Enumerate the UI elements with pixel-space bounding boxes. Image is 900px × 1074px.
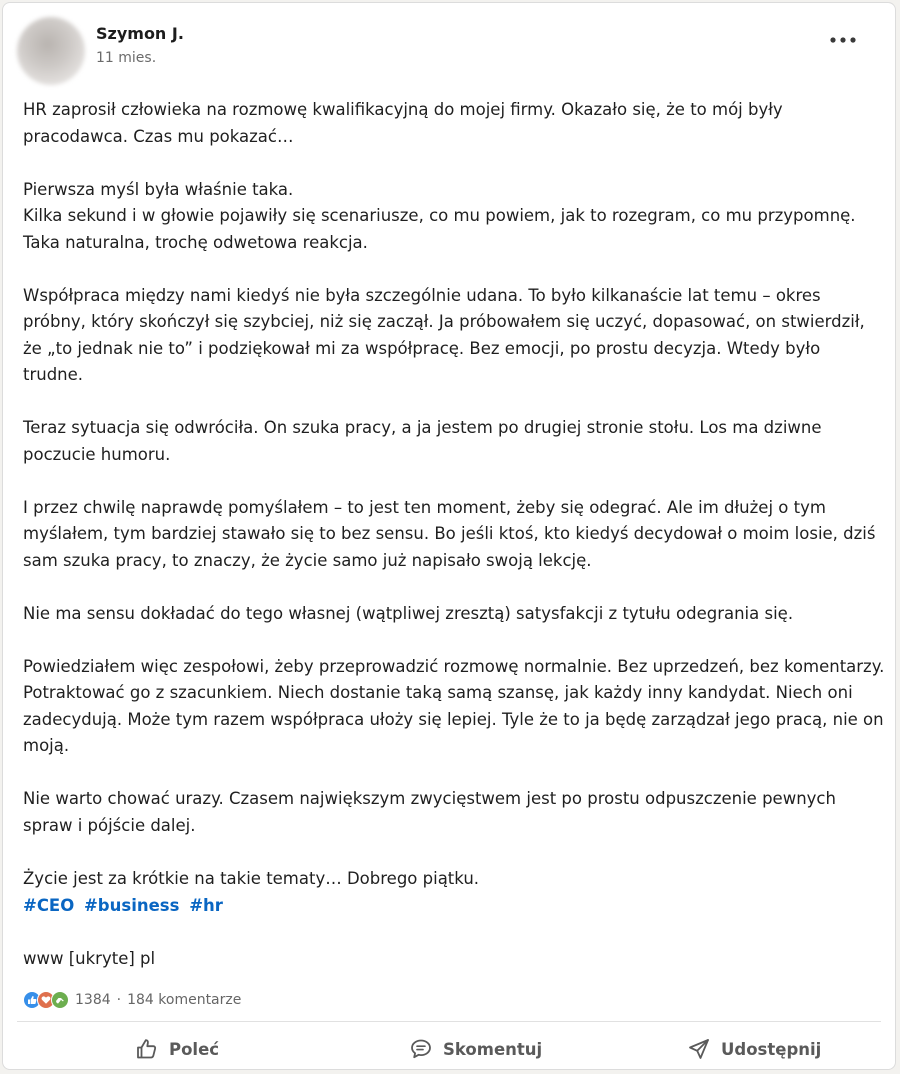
hashtag-link[interactable]: #hr — [189, 896, 223, 915]
comment-button[interactable] — [409, 1029, 542, 1069]
support-reaction-icon — [51, 991, 69, 1009]
post-paragraph: Pierwsza myśl była właśnie taka. Kilka sekund i w głowie pojawiły się scenariusze, co mu powiem, jak to rozegram, co mu przypomnę. Taka naturalna, trochę odwetowa reakcja. — [23, 179, 856, 252]
author-name[interactable]: Szymon J. — [96, 24, 184, 43]
post-paragraph: Nie ma sensu dokładać do tego własnej (wątpliwej zresztą) satysfakcji z tytułu odegrania się. — [23, 603, 794, 623]
post-body — [23, 97, 885, 919]
action-bar — [17, 1029, 881, 1069]
thumbs-up-icon — [135, 1037, 159, 1061]
more-horizontal-icon — [829, 36, 857, 44]
share-button[interactable] — [687, 1029, 821, 1069]
website-text: www [ukryte] pl — [23, 949, 156, 968]
post-paragraph: Życie jest za krótkie na takie tematy… Dobrego piątku. — [23, 868, 480, 888]
more-options-button[interactable] — [823, 25, 863, 55]
comments-count[interactable]: 184 komentarze — [127, 992, 242, 1008]
post-card — [2, 2, 896, 1070]
separator-dot: · — [116, 992, 122, 1008]
like-button[interactable] — [135, 1029, 219, 1069]
post-paragraph: Nie warto chować urazy. Czasem największym zwycięstwem jest po prostu odpuszczenie pewnych spraw i pójście dalej. — [23, 789, 836, 835]
post-paragraph: Współpraca między nami kiedyś nie była szczególnie udana. To było kilkanaście lat temu – okres próbny, który skończył się szybciej, niż się zaczął. Ja próbowałem się uczyć, dopasować, on stwierdził, że „to jednak nie to” i podziękował mi za współpracę. Bez emocji, po prostu decyzja. Wtedy było trudne. — [23, 285, 865, 384]
share-label: Udostępnij — [721, 1039, 822, 1059]
reaction-icons[interactable] — [23, 991, 69, 1009]
hashtag-link[interactable]: #CEO — [23, 896, 75, 915]
hashtag-link[interactable]: #business — [83, 896, 180, 915]
divider — [17, 1021, 881, 1022]
comment-icon — [409, 1037, 433, 1061]
post-paragraph: HR zaprosił człowieka na rozmowę kwalifikacyjną do mojej firmy. Okazało się, że to mój były pracodawca. Czas mu pokazać… — [23, 100, 783, 146]
post-paragraph: I przez chwilę naprawdę pomyślałem – to jest ten moment, żeby się odegrać. Ale im dłużej o tym myślałem, tym bardziej stawało się to bez sensu. Bo jeśli ktoś, kto kiedyś decydował o moim losie, dziś sam szuka pracy, to znaczy, że życie samo już napisało swoją lekcję. — [23, 497, 876, 570]
send-icon — [687, 1037, 711, 1061]
post-paragraph: Teraz sytuacja się odwróciła. On szuka pracy, a ja jestem po drugiej stronie stołu. Los ma dziwne poczucie humoru. — [23, 418, 822, 464]
post-time: 11 mies. — [96, 50, 157, 66]
reaction-count[interactable]: 1384 — [75, 992, 111, 1008]
social-counts — [23, 989, 241, 1011]
avatar[interactable] — [17, 17, 85, 85]
comment-label: Skomentuj — [443, 1039, 543, 1059]
like-label: Poleć — [169, 1039, 220, 1059]
hashtags — [23, 893, 227, 919]
post-paragraph: Powiedziałem więc zespołowi, żeby przeprowadzić rozmowę normalnie. Bez uprzedzeń, bez komentarzy. Potraktować go z szacunkiem. Niech dostanie taką samą szansę, jak każdy inny kandydat. Niech oni zadecydują. Może tym razem współpraca ułoży się lepiej. Tyle że to ja będę zarządzał jego pracą, nie on moją. — [23, 656, 885, 755]
